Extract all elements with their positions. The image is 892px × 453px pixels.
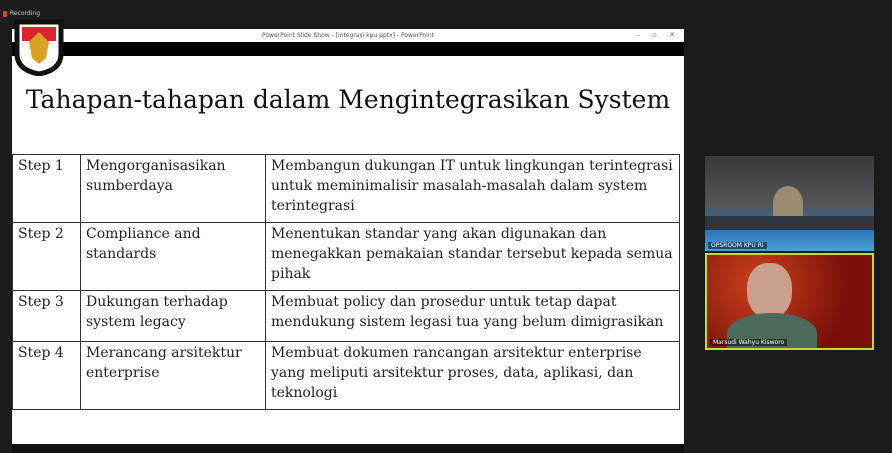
step-name-cell: Merancang arsitektur enterprise [81,342,266,410]
title-bar [12,29,684,42]
step-description-cell: Membangun dukungan IT untuk lingkungan terintegrasi untuk meminimalisir masalah-masalah dalam system terintegrasi [266,155,680,223]
step-name-cell: Compliance and standards [81,223,266,291]
kpu-logo [13,18,65,76]
slide [12,56,684,444]
table-row [13,342,680,410]
steps-table [12,154,680,410]
step-description-cell: Membuat dokumen rancangan arsitektur enterprise yang meliputi arsitektur proses, data, aplikasi, dan teknologi [266,342,680,410]
window-title: PowerPoint Slide Show - [integrasi kpu.pptx] - PowerPoint [261,32,435,39]
participant-name: OPSROOM KPU RI [708,242,767,249]
step-cell: Step 4 [13,342,81,410]
step-cell: Step 2 [13,223,81,291]
step-name-cell: Dukungan terhadap system legacy [81,291,266,342]
table-row [13,155,680,223]
powerpoint-window [12,29,684,453]
slide-title: Tahapan-tahapan dalam Mengintegrasikan System [25,85,671,114]
participant-video[interactable] [705,156,874,251]
bottom-bar [12,444,684,453]
desk [705,216,874,230]
step-cell: Step 1 [13,155,81,223]
recording-indicator: Recording [3,10,40,17]
table-row [13,291,680,342]
participant-face [747,263,792,318]
step-description-cell: Membuat policy dan prosedur untuk tetap dapat mendukung sistem legasi tua yang belum dimigrasikan [266,291,680,342]
participant-video-active[interactable] [705,253,874,350]
table-row [13,223,680,291]
participant-name: Marsudi Wahyu Kisworo [710,339,787,346]
record-icon [3,11,7,17]
step-cell: Step 3 [13,291,81,342]
step-description-cell: Menentukan standar yang akan digunakan dan menegakkan pemakaian standar tersebut kepada semua pihak [266,223,680,291]
toolbar-strip [12,42,684,56]
step-name-cell: Mengorganisasikan sumberdaya [81,155,266,223]
window-controls[interactable]: – ▫ ✕ [636,31,680,39]
